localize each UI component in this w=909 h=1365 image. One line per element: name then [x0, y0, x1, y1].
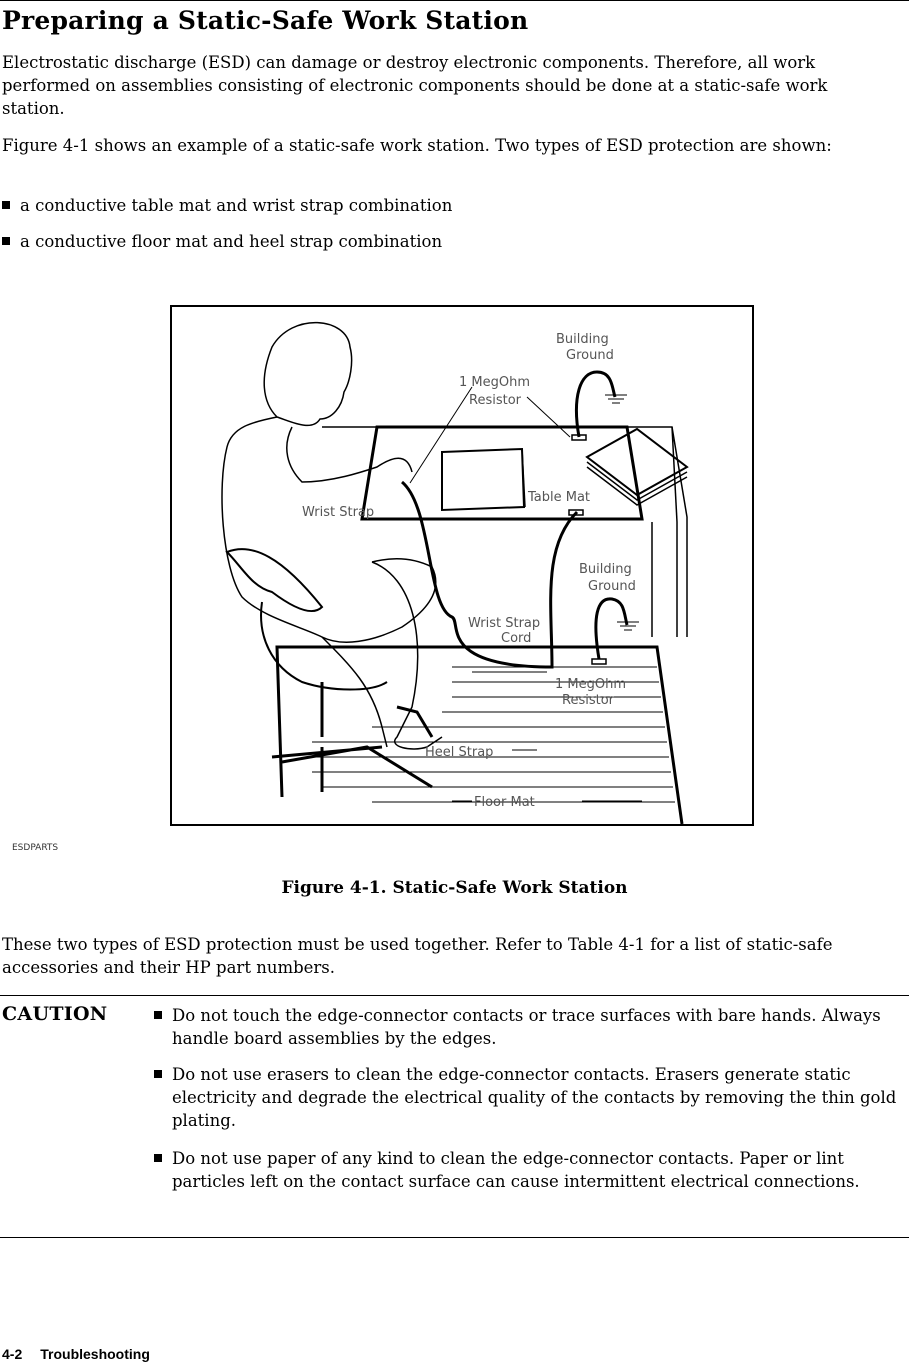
esd-workstation-illustration	[172, 307, 752, 824]
caution-item: Do not use erasers to clean the edge-connector contacts. Erasers generate static electricity and degrade the electrical quality of the contacts by removing the thin gold plating.	[172, 1063, 902, 1132]
label-heel-strap: Heel Strap	[425, 745, 494, 760]
label-floor-mat: Floor Mat	[474, 795, 535, 810]
label-resistor-top-2: Resistor	[469, 393, 521, 408]
label-building-ground-bottom-2: Ground	[588, 579, 636, 594]
caution-item: Do not touch the edge-connector contacts or trace surfaces with bare hands. Always handle board assemblies by the edges.	[172, 1004, 902, 1050]
label-table-mat: Table Mat	[528, 490, 591, 505]
label-wrist-strap-cord: Wrist Strap	[468, 616, 541, 631]
caution-top-rule	[0, 995, 909, 996]
label-resistor-bottom-2: Resistor	[562, 693, 614, 708]
page-number: 4-2	[2, 1346, 23, 1362]
bullet-item: a conductive floor mat and heel strap combination	[2, 230, 442, 253]
label-building-ground-bottom: Building	[579, 562, 632, 577]
bullet-square-icon	[154, 1154, 162, 1162]
bullet-square-icon	[154, 1011, 162, 1019]
section-name: Troubleshooting	[40, 1346, 150, 1362]
caution-heading: CAUTION	[2, 1003, 108, 1025]
bullet-item: a conductive table mat and wrist strap combination	[2, 194, 452, 217]
figure-id: ESDPARTS	[12, 843, 59, 853]
usage-paragraph: These two types of ESD protection must be used together. Refer to Table 4-1 for a list of static-safe accessories and their HP part numbers.	[2, 935, 833, 977]
label-resistor-top: 1 MegOhm	[459, 375, 531, 390]
page-footer	[2, 1346, 150, 1362]
bullet-square-icon	[2, 237, 10, 245]
bullet-square-icon	[154, 1070, 162, 1078]
page-title: Preparing a Static-Safe Work Station	[2, 6, 529, 35]
caution-item: Do not use paper of any kind to clean the edge-connector contacts. Paper or lint particles left on the contact surface can cause intermittent electrical connections.	[172, 1147, 902, 1193]
label-resistor-bottom: 1 MegOhm	[555, 677, 627, 692]
figure-reference-paragraph: Figure 4-1 shows an example of a static-safe work station. Two types of ESD protection are shown:	[2, 136, 832, 155]
label-building-ground-top: Building	[556, 332, 609, 347]
intro-paragraph: Electrostatic discharge (ESD) can damage or destroy electronic components. Therefore, all work performed on assemblies consisting of electronic components should be done at a static-safe work station.	[2, 53, 828, 118]
label-building-ground-top-2: Ground	[566, 348, 614, 363]
figure-caption: Figure 4-1. Static-Safe Work Station	[281, 878, 628, 898]
top-rule	[0, 0, 909, 1]
bullet-square-icon	[2, 201, 10, 209]
figure-frame	[170, 305, 754, 826]
label-wrist-strap-cord-2: Cord	[501, 631, 532, 646]
label-wrist-strap: Wrist Strap	[302, 505, 375, 520]
caution-bottom-rule	[0, 1237, 909, 1238]
